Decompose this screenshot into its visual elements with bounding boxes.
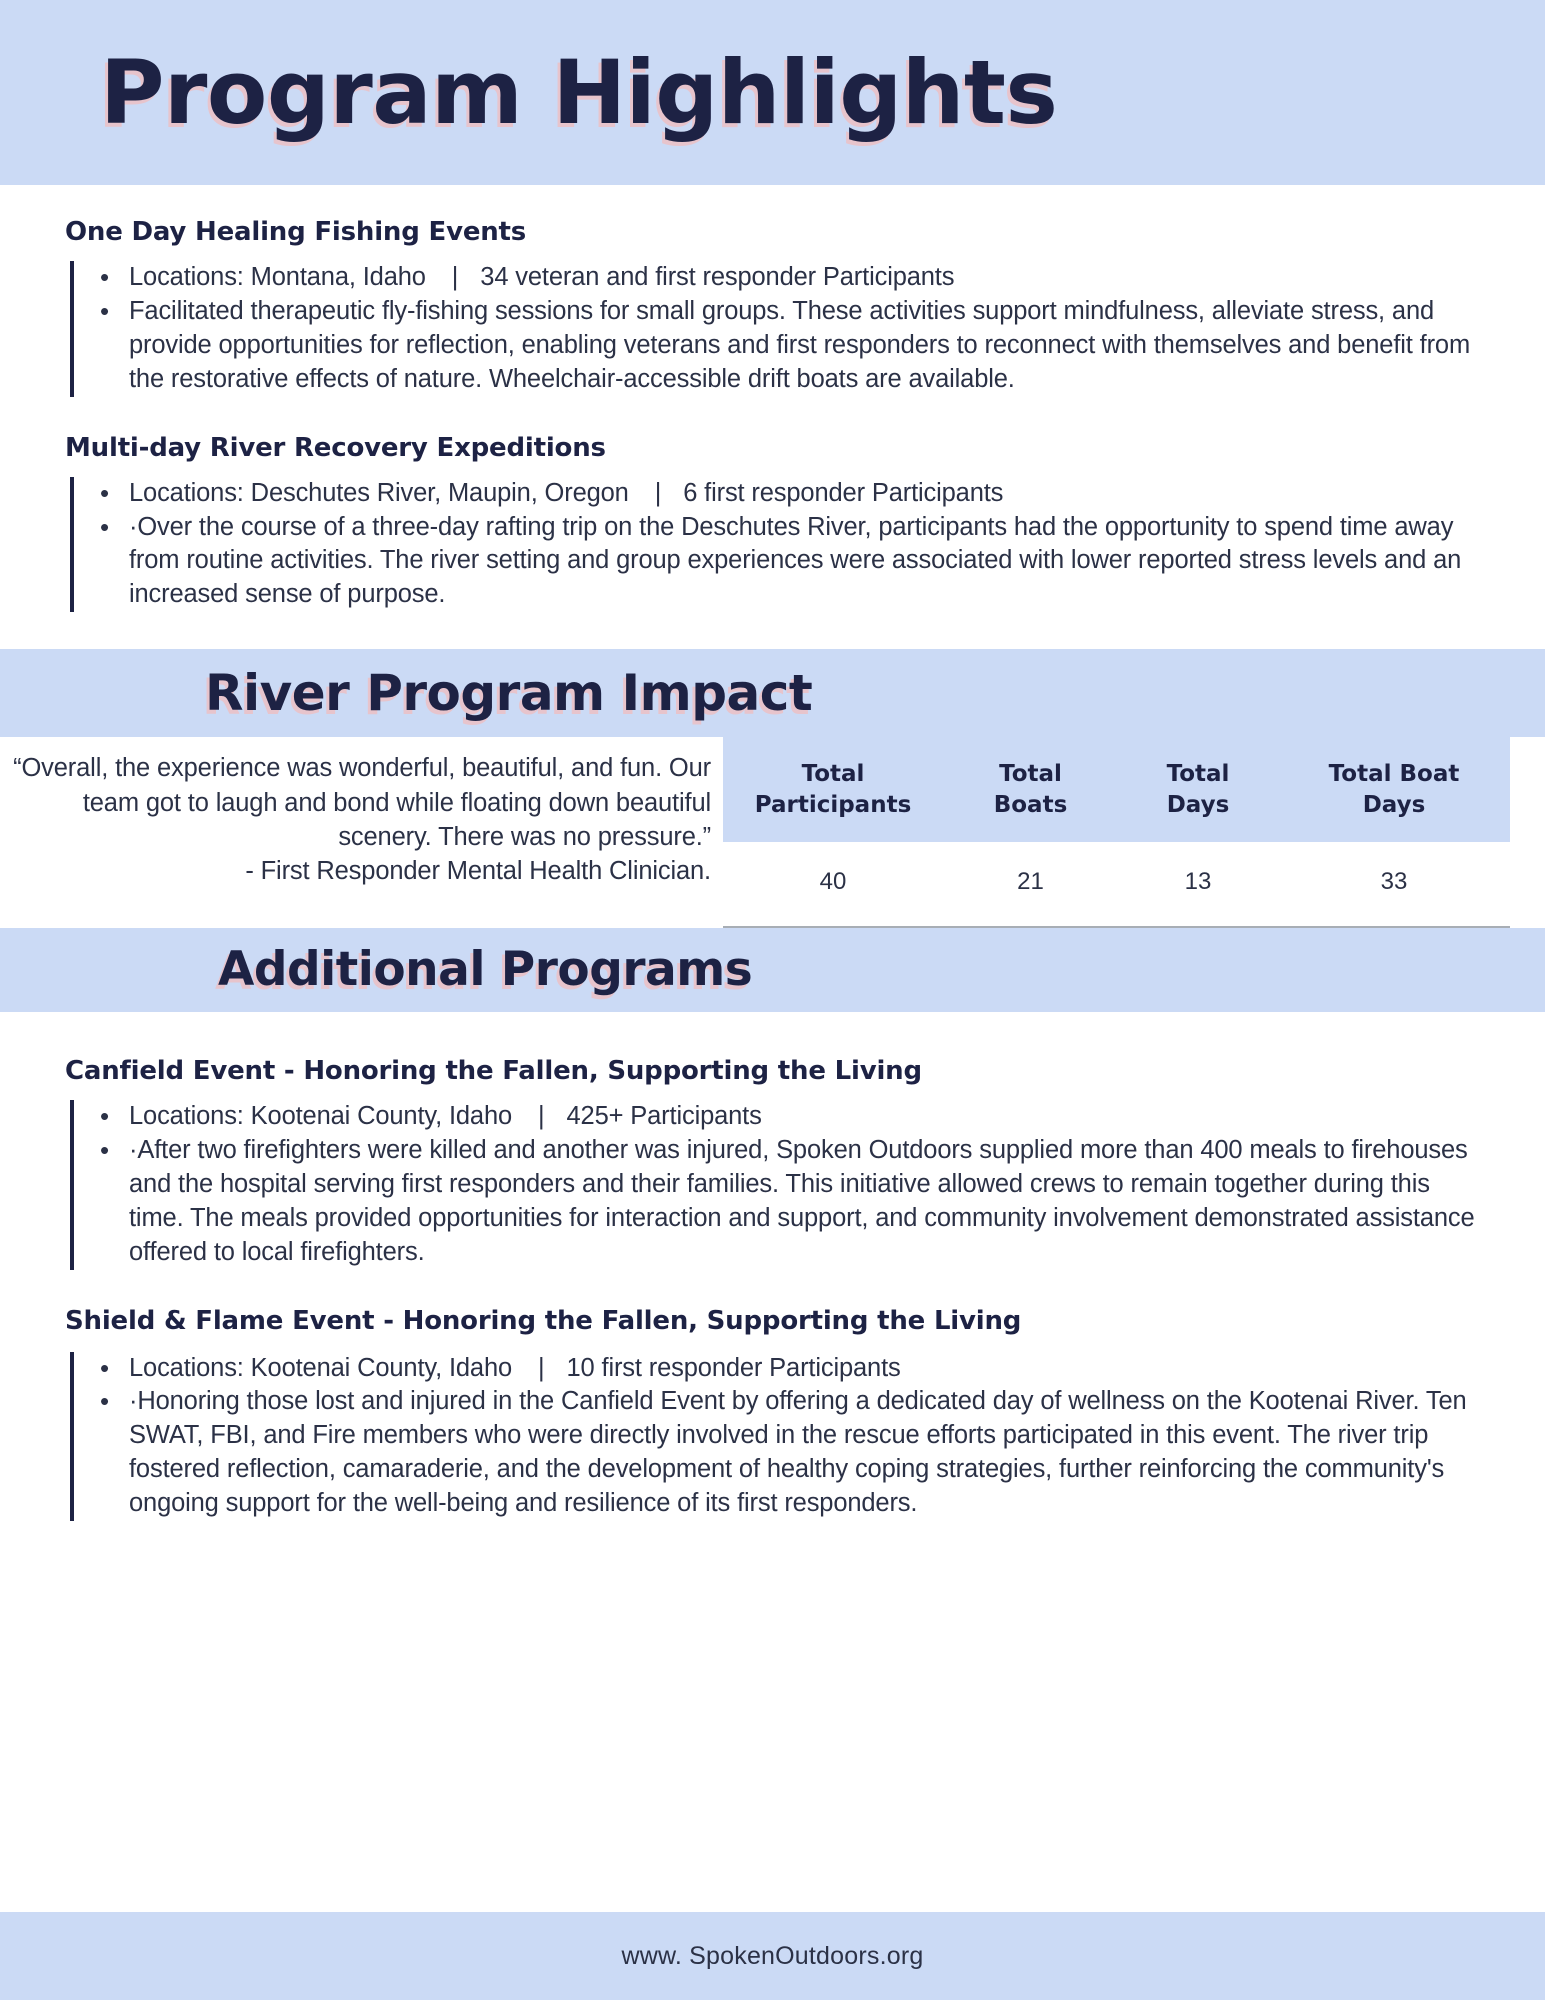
header-line-1: Total Boat: [1328, 761, 1460, 788]
page-title: Program Highlights: [100, 41, 1058, 144]
fishing-participants: 34 veteran and first responder Participants: [480, 263, 955, 291]
river-separator: |: [654, 478, 662, 507]
section-heading-one-day-healing-fishing-events: One Day Healing Fishing Events: [65, 217, 527, 247]
cell-total-boats: 21: [943, 842, 1118, 927]
bullet-list-river: [74, 477, 1485, 613]
table-header-total-boat-days: [1278, 737, 1510, 842]
bullet-list-fishing: [74, 261, 1485, 397]
fishing-location-label: Locations: Montana, Idaho: [129, 263, 426, 291]
river-program-impact-banner: [0, 649, 1545, 737]
table-row: [723, 842, 1510, 927]
bullet-block-fishing: [70, 261, 1485, 397]
header-line-1: Total: [999, 761, 1062, 788]
footer-banner: [0, 1912, 1545, 2000]
additional-programs-title: Additional Programs: [218, 942, 753, 998]
table-header-total-boats: [943, 737, 1118, 842]
canfield-participants: 425+ Participants: [566, 1101, 762, 1130]
table-header-total-days: [1118, 737, 1278, 842]
bullet-block-canfield: [70, 1100, 1485, 1270]
bullet-list-shield: [74, 1352, 1485, 1522]
list-item-canfield-locations: [74, 1100, 1485, 1134]
list-item-canfield-description: • ·After two firefighters were killed and another was injured, Spoken Outdoors supplied more than 400 meals to firehouses and the hospital serving first responders and their families. This initiative allowed crews to remain together during this time. The meals provided opportunities for interaction and support, and community involvement demonstrated assistance offered to local firefighters.: [74, 1134, 1485, 1270]
river-program-impact-title: River Program Impact: [205, 664, 813, 723]
cell-total-boat-days: 33: [1278, 842, 1510, 927]
list-item-river-description: • ·Over the course of a three-day rafting trip on the Deschutes River, participants had the opportunity to spend time away from routine activities. The river setting and group experiences were associated with lower reported stress levels and an increased sense of purpose.: [74, 511, 1485, 613]
list-item-river-locations: [74, 477, 1485, 511]
list-item-shield-locations: [74, 1352, 1485, 1386]
impact-row: [0, 737, 1545, 928]
shield-separator: |: [538, 1353, 545, 1382]
shield-location-label: Locations: Kootenai County, Idaho: [129, 1353, 513, 1382]
page-header-banner: [0, 0, 1545, 185]
list-item-fishing-description: • Facilitated therapeutic fly-fishing sessions for small groups. These activities support mindfulness, alleviate stress, and provide opportunities for reflection, enabling veterans and first responders to reconnect with themselves and benefit from the restorative effects of nature. Wheelchair-accessible drift boats are available.: [74, 295, 1485, 397]
impact-table-body: [723, 842, 1510, 927]
header-line-2: Days: [1362, 791, 1426, 818]
header-line-1: Total: [1166, 761, 1230, 788]
footer-website-url[interactable]: www. SpokenOutdoors.org: [621, 1941, 924, 1970]
header-line-1: Total: [801, 761, 865, 788]
canfield-separator: |: [538, 1101, 545, 1130]
additional-programs-content: [0, 1056, 1545, 1521]
bullet-list-canfield: [74, 1100, 1485, 1270]
fishing-separator: |: [451, 263, 459, 291]
bullet-block-river: [70, 477, 1485, 613]
impact-table-wrapper: [723, 737, 1545, 928]
header-line-2: Participants: [754, 791, 912, 818]
impact-stats-table: [723, 737, 1510, 928]
cell-total-participants: 40: [723, 842, 943, 927]
section-heading-multi-day-river-recovery-expeditions: Multi-day River Recovery Expeditions: [65, 432, 606, 463]
river-participants: 6 first responder Participants: [683, 478, 1004, 507]
testimonial-quote-text: “Overall, the experience was wonderful, beautiful, and fun. Our team got to laugh and bond while floating down beautiful scenery. There was no pressure.”: [13, 754, 711, 851]
bullet-block-shield: [70, 1352, 1485, 1522]
section-heading-shield-flame-event: Shield & Flame Event - Honoring the Fallen, Supporting the Living: [65, 1305, 1022, 1336]
header-line-2: Boats: [993, 791, 1068, 818]
impact-table-head: [723, 737, 1510, 842]
additional-programs-banner: [0, 928, 1545, 1012]
list-item-fishing-locations: [74, 261, 1485, 295]
river-location-label: Locations: Deschutes River, Maupin, Oregon: [129, 478, 629, 507]
table-header-row: [723, 737, 1510, 842]
spacer: [0, 612, 1545, 649]
table-header-total-participants: [723, 737, 943, 842]
list-item-shield-description: • ·Honoring those lost and injured in the Canfield Event by offering a dedicated day of wellness on the Kootenai River. Ten SWAT, FBI, and Fire members who were directly involved in the rescue efforts participated in this event. The river trip fostered reflection, camaraderie, and the development of healthy coping strategies, further reinforcing the community's ongoing support for the well-being and resilience of its first responders.: [74, 1385, 1485, 1521]
testimonial-quote-block: [0, 737, 723, 888]
cell-total-days: 13: [1118, 842, 1278, 927]
highlights-content: [0, 217, 1545, 612]
header-line-2: Days: [1166, 791, 1230, 818]
shield-participants: 10 first responder Participants: [566, 1353, 901, 1382]
canfield-location-label: Locations: Kootenai County, Idaho: [129, 1101, 513, 1130]
section-heading-canfield-event: Canfield Event - Honoring the Fallen, Supporting the Living: [65, 1055, 922, 1086]
testimonial-attribution: - First Responder Mental Health Clinician.: [245, 857, 711, 886]
